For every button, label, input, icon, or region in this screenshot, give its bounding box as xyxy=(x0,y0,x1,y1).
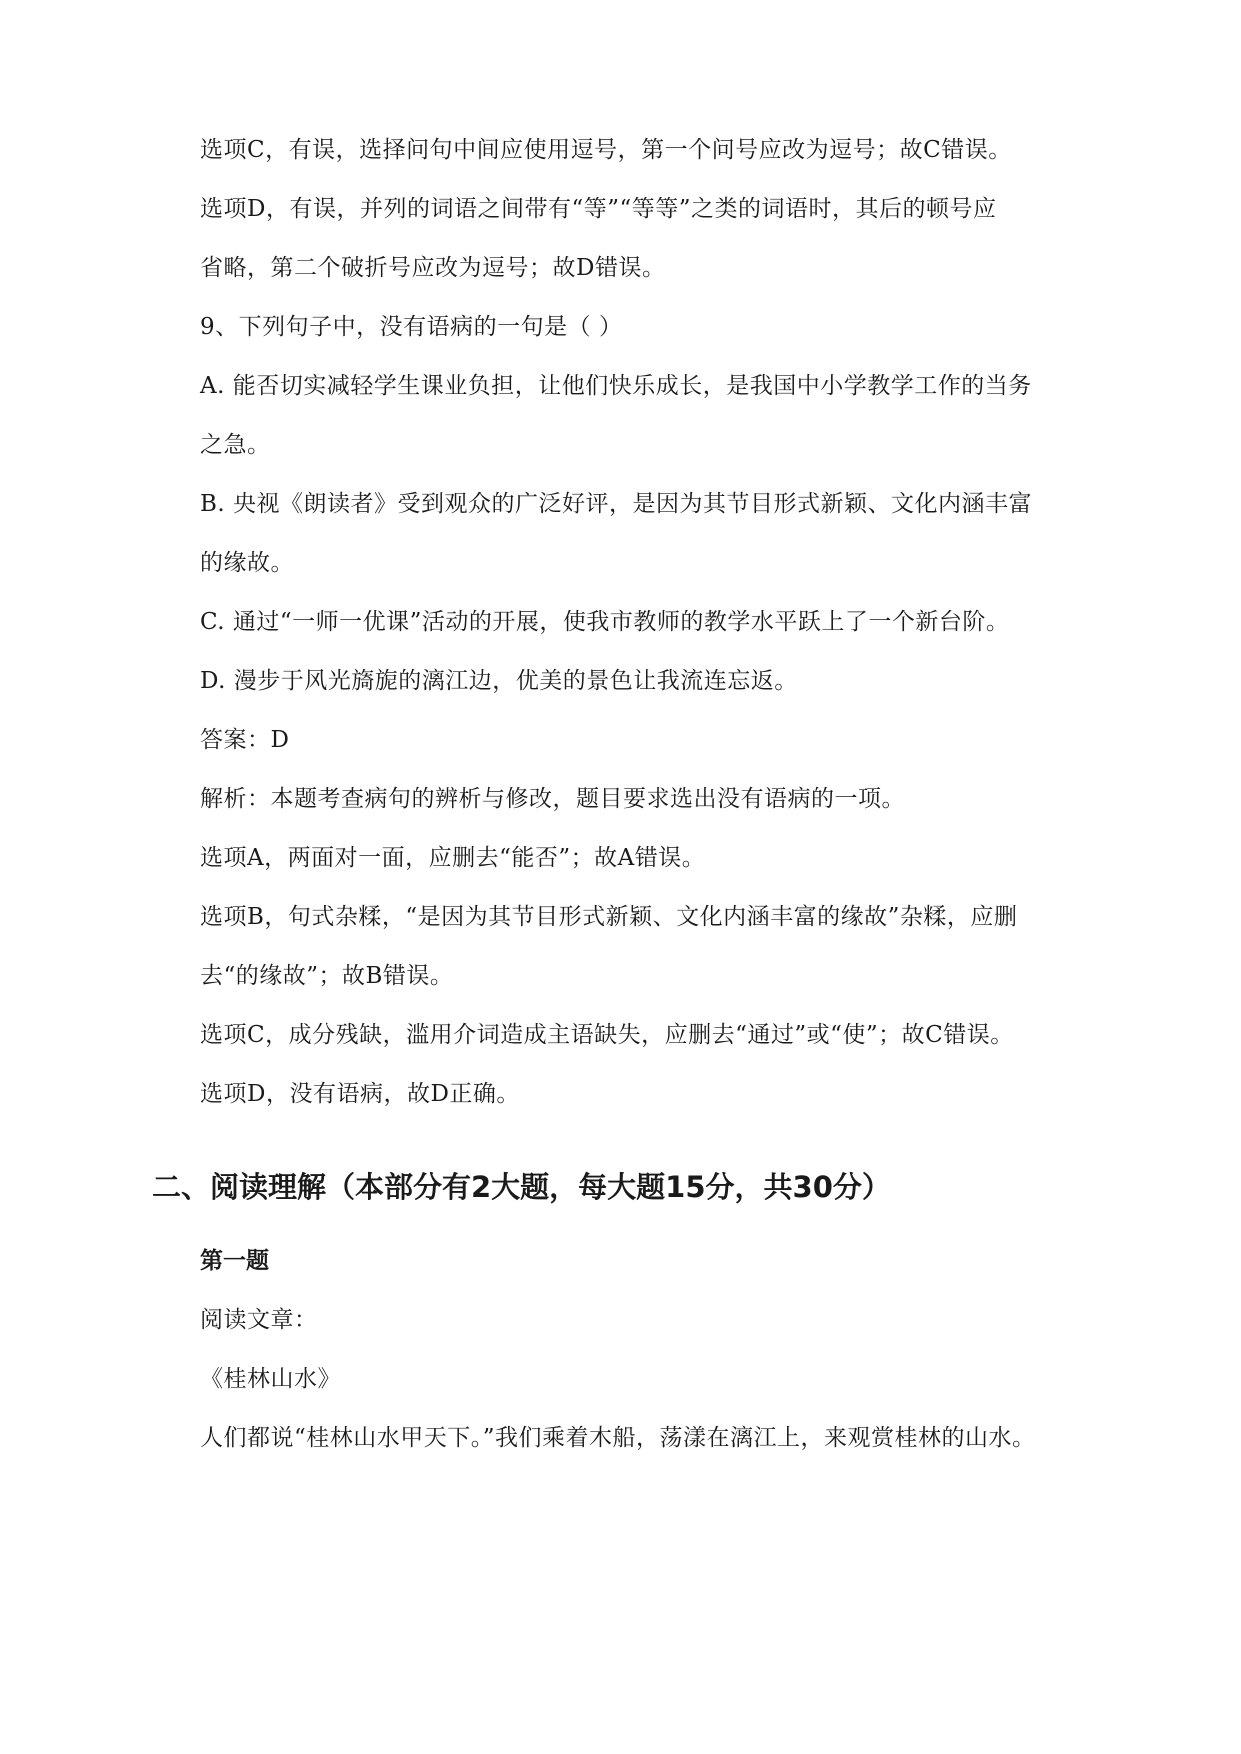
article-paragraph-line: 人们都说“桂林山水甲天下。”我们乘着木船，荡漾在漓江上，来观赏桂林的山水。 xyxy=(200,1425,1036,1451)
option-b-line2: 的缘故。 xyxy=(200,550,294,576)
part-title: 第一题 xyxy=(200,1248,269,1274)
option-a-line1: A. 能否切实减轻学生课业负担，让他们快乐成长，是我国中小学教学工作的当务 xyxy=(200,373,1032,399)
analysis-option-a: 选项A，两面对一面，应删去“能否”；故A错误。 xyxy=(200,845,706,871)
answer: 答案：D xyxy=(200,727,290,753)
question-9-stem: 9、下列句子中，没有语病的一句是（ ） xyxy=(200,314,623,340)
analysis-option-c: 选项C，成分残缺，滥用介词造成主语缺失，应删去“通过”或“使”；故C错误。 xyxy=(200,1022,1014,1048)
prev-analysis-option-c: 选项C，有误，选择问句中间应使用逗号，第一个问号应改为逗号；故C错误。 xyxy=(200,137,1012,163)
analysis-option-d: 选项D，没有语病，故D正确。 xyxy=(200,1081,520,1107)
reading-instruction: 阅读文章： xyxy=(200,1307,318,1333)
option-d: D. 漫步于风光旖旎的漓江边，优美的景色让我流连忘返。 xyxy=(200,668,798,694)
option-c: C. 通过“一师一优课”活动的开展，使我市教师的教学水平跃上了一个新台阶。 xyxy=(200,609,1010,635)
analysis-option-b-line2: 去“的缘故”；故B错误。 xyxy=(200,963,454,989)
prev-analysis-option-d-line1: 选项D，有误，并列的词语之间带有“等”“等等”之类的词语时，其后的顿号应 xyxy=(200,196,997,222)
prev-analysis-option-d-line2: 省略，第二个破折号应改为逗号；故D错误。 xyxy=(200,255,666,281)
article-title: 《桂林山水》 xyxy=(200,1366,341,1392)
analysis-intro: 解析：本题考查病句的辨析与修改，题目要求选出没有语病的一项。 xyxy=(200,786,905,812)
option-b-line1: B. 央视《朗读者》受到观众的广泛好评，是因为其节目形式新颖、文化内涵丰富 xyxy=(200,491,1033,517)
analysis-option-b-line1: 选项B，句式杂糅，“是因为其节目形式新颖、文化内涵丰富的缘故”杂糅，应删 xyxy=(200,904,1018,930)
option-a-line2: 之急。 xyxy=(200,432,271,458)
section-heading: 二、阅读理解（本部分有2大题，每大题15分，共30分） xyxy=(152,1170,891,1204)
